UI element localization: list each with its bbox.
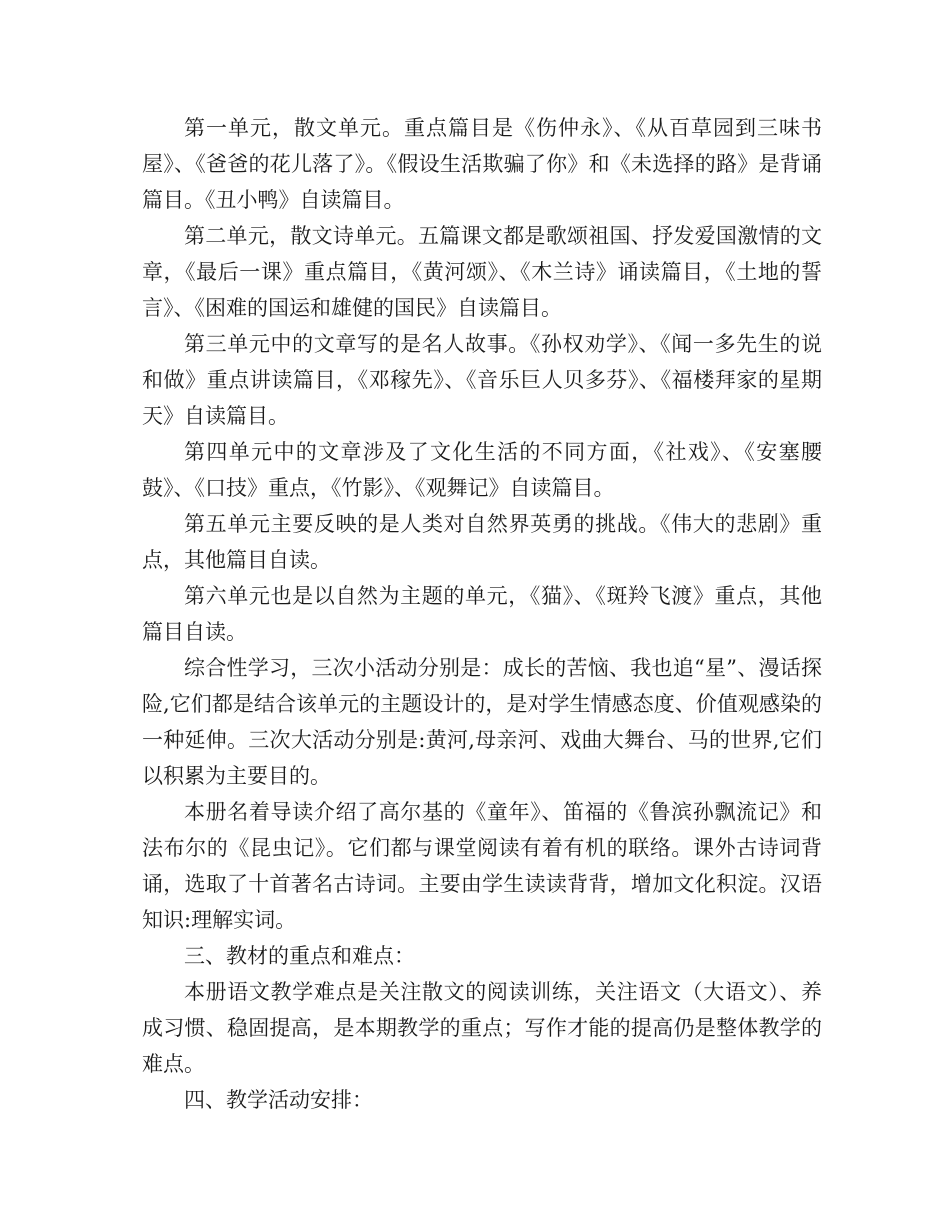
paragraph-reading-guide: 本册名着导读介绍了高尔基的《童年》、笛福的《鲁滨孙飘流记》和法布尔的《昆虫记》。它们都与课堂阅读有着有机的联络。课外古诗词背诵，选取了十首著名古诗词。主要由学生读读背背，增加文化积淀。汉语知识:理解实词。 (142, 800, 822, 932)
paragraph-unit-1: 第一单元，散文单元。重点篇目是《伤仲永》、《从百草园到三味书屋》、《爸爸的花儿落了》。《假设生活欺骗了你》和《未选择的路》是背诵篇目。《丑小鸭》自读篇目。 (142, 116, 822, 212)
section-4-heading: 四、教学活动安排： (184, 1088, 373, 1112)
document-page (142, 110, 822, 1118)
paragraph-integrated-learning: 综合性学习，三次小活动分别是：成长的苦恼、我也追“星”、漫话探险,它们都是结合该单元的主题设计的，是对学生情感态度、价值观感染的一种延伸。三次大活动分别是:黄河,母亲河、戏曲大舞台、马的世界,它们以积累为主要目的。 (142, 656, 822, 788)
section-3-body: 本册语文教学难点是关注散文的阅读训练，关注语文（大语文）、养成习惯、稳固提高，是本期教学的重点；写作才能的提高仍是整体教学的难点。 (142, 980, 822, 1076)
paragraph-unit-3: 第三单元中的文章写的是名人故事。《孙权劝学》、《闻一多先生的说和做》重点讲读篇目，《邓稼先》、《音乐巨人贝多芬》、《福楼拜家的星期天》自读篇目。 (142, 332, 822, 428)
paragraph-unit-6: 第六单元也是以自然为主题的单元，《猫》、《斑羚飞渡》重点，其他篇目自读。 (142, 584, 822, 644)
paragraph-unit-5: 第五单元主要反映的是人类对自然界英勇的挑战。《伟大的悲剧》重点，其他篇目自读。 (142, 512, 822, 572)
section-3-heading: 三、教材的重点和难点： (184, 944, 415, 968)
paragraph-unit-4: 第四单元中的文章涉及了文化生活的不同方面，《社戏》、《安塞腰鼓》、《口技》重点，《竹影》、《观舞记》自读篇目。 (142, 440, 822, 500)
paragraph-unit-2: 第二单元，散文诗单元。五篇课文都是歌颂祖国、抒发爱国激情的文章，《最后一课》重点篇目，《黄河颂》、《木兰诗》诵读篇目，《土地的誓言》、《困难的国运和雄健的国民》自读篇目。 (142, 224, 822, 320)
